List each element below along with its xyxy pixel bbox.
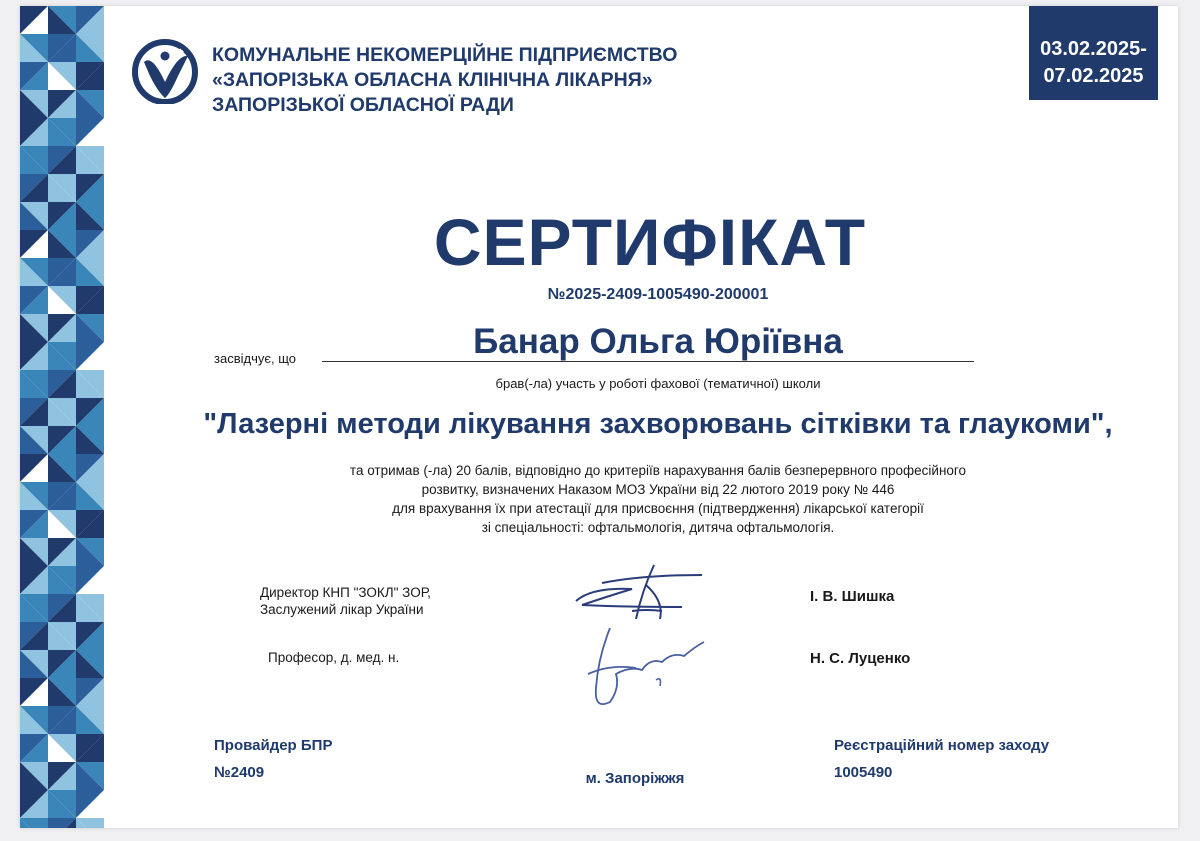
recipient-name: Банар Ольга Юріївна: [473, 322, 843, 361]
certificate-title: СЕРТИФІКАТ: [433, 205, 867, 279]
description-line: зі спеціальності: офтальмологія, дитяча офтальмологія.: [481, 520, 835, 535]
date-start: 03.02.2025-: [1040, 38, 1147, 60]
attest-label: засвідчує, що: [214, 351, 296, 366]
signer-2-title-line-1: Професор, д. мед. н.: [268, 650, 400, 665]
signer-1-name: І. В. Шишка: [810, 588, 895, 605]
registration-number: 1005490: [834, 764, 893, 781]
city: м. Запоріжжя: [585, 770, 685, 787]
signer-1-title-line-2: Заслужений лікар України: [260, 602, 424, 617]
certificate-number: №2025-2409-1005490-200001: [547, 286, 769, 303]
signer-2-title: [268, 649, 399, 666]
date-badge: [1029, 6, 1158, 100]
org-line-3: ЗАПОРІЗЬКОЇ ОБЛАСНОЇ РАДИ: [212, 94, 514, 116]
description: [20, 461, 1178, 537]
hospital-logo-icon: [130, 36, 206, 104]
organization-name: [212, 43, 677, 118]
description-line: для врахування їх при атестації для присвоєння (підтвердження) лікарської категорії: [392, 501, 924, 516]
participation-text: брав(-ла) участь у роботі фахової (тематичної) школи: [495, 376, 821, 391]
signer-1-title: [260, 584, 431, 618]
name-underline: [322, 361, 974, 362]
date-end: 07.02.2025: [1043, 65, 1144, 87]
signature-1: [572, 561, 712, 625]
course-title: "Лазерні методи лікування захворювань сітківки та глаукоми",: [203, 408, 1113, 440]
signature-2: [580, 618, 710, 714]
org-line-1: КОМУНАЛЬНЕ НЕКОМЕРЦІЙНЕ ПІДПРИЄМСТВО: [212, 44, 678, 66]
org-line-2: «ЗАПОРІЗЬКА ОБЛАСНА КЛІНІЧНА ЛІКАРНЯ»: [212, 69, 653, 91]
signer-1-title-line-1: Директор КНП "ЗОКЛ" ЗОР,: [260, 585, 431, 600]
registration-block: [834, 732, 1049, 786]
description-line: та отримав (-ла) 20 балів, відповідно до критеріїв нарахування балів безперервного професійного: [349, 463, 967, 478]
certificate-sheet: [20, 6, 1178, 828]
provider-label: Провайдер БПР: [214, 737, 333, 754]
description-line: розвитку, визначених Наказом МОЗ України від 22 лютого 2019 року № 446: [421, 482, 895, 497]
provider-number: №2409: [214, 764, 265, 781]
registration-label: Реєстраційний номер заходу: [834, 737, 1050, 754]
signer-2-name: Н. С. Луценко: [810, 650, 911, 667]
